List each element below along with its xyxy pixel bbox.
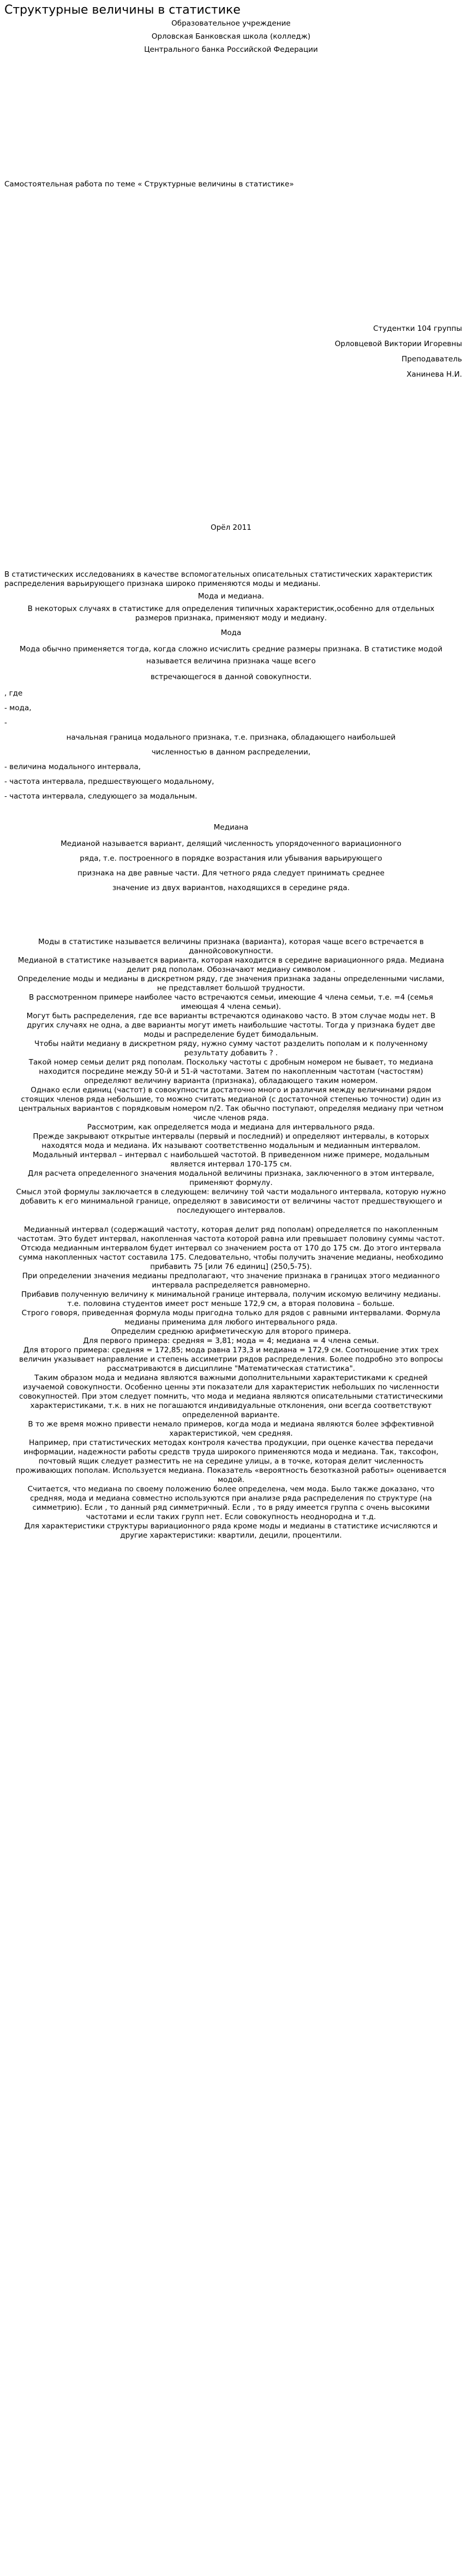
definition-line: , где: [4, 689, 23, 698]
paragraph: Такой номер семьи делит ряд пополам. Поскольку частоты с дробным номером не бывает, то медиана находится посредине между 50-й и 51-й частотами. Затем по накопленным частотам (частостям) определяют величину варианта (признака), обладающего таким номером.: [28, 1058, 434, 1085]
definition-line: начальная граница модального признака, т.е. признака, обладающего наибольшей: [66, 733, 396, 742]
paragraph: Например, при статистических методах контроля качества продукции, при оценке качества передачи информации, надежности работы средств труда широкого применяются мода и медиана. Так, таксофон, почтовый ящик следует разместить не на середине улицы, а в точке, которая делит численность проживающих пополам. Используется медиана. Показатель «вероятность безотказной работы» оценивается модой.: [15, 1438, 447, 1484]
paragraph: В то же время можно привести немало примеров, когда мода и медиана являются более эффективной характеристикой, чем средняя.: [28, 1420, 434, 1438]
document-title: Структурные величины в статистике: [4, 3, 241, 17]
paragraph: Модальный интервал – интервал с наибольшей частотой. В приведенном ниже примере, модальным является интервал 170-175 см.: [32, 1151, 430, 1169]
author-line: Преподаватель: [401, 355, 462, 364]
paragraph: Отсюда медианным интервалом будет интервал со значением роста от 170 до 175 см. До этого интервала сумма накопленных частот составила 175. Следовательно, чтобы получить значение медианы, необходимо прибавить 75 [или 76 единиц] (250,5-75).: [19, 1244, 443, 1271]
city-year: Орёл 2011: [211, 523, 251, 532]
paragraph: Таким образом мода и медиана являются важными дополнительными характеристиками к средней изучаемой совокупности. Особенно ценны эти показатели для характеристик небольших по численности совокупностей. При этом следует помнить, что мода и медиана являются описательными статистическими характеристиками, т.к. в них не погашаются индивидуальные отклонения, они всегда соответствуют определенной варианте.: [19, 1374, 443, 1419]
paragraph: ряда, т.е. построенного в порядке возрастания или убывания варьирующего: [80, 854, 382, 863]
section-heading: Медиана: [213, 823, 249, 832]
definition-line: - величина модального интервала,: [4, 763, 141, 771]
paragraph: В статистических исследованиях в качестве вспомогательных описательных статистических характеристик распределения варьирующего признака широко применяются моды и медианы.: [4, 570, 433, 588]
paragraph: Считается, что медиана по своему положению более определена, чем мода. Было также доказано, что средняя, мода и медиана совместно используются при анализе ряда распределения по структуре (на симметрию). Если , то данный ряд симметричный. Если , то в ряду имеется группа с очень высокими частотами и если таких групп нет. Если совокупность неоднородна и т.д.: [27, 1485, 435, 1521]
work-title: Самостоятельная работа по теме « Структурные величины в статистике»: [4, 180, 294, 189]
author-block: [0, 324, 462, 379]
paragraph: При определении значения медианы предполагают, что значение признака в границах этого медианного интервала распределяется равномерно.: [22, 1272, 440, 1290]
paragraph: Рассмотрим, как определяется мода и медиана для интервального ряда.: [87, 1123, 375, 1132]
paragraph: В некоторых случаях в статистике для определения типичных характеристик,особенно для отдельных размеров признака, применяют моду и медиану.: [27, 604, 435, 622]
header-line: Центрального банка Российской Федерации: [144, 45, 318, 54]
definition-line: - мода,: [4, 704, 32, 712]
paragraph: встречающегося в данной совокупности.: [150, 673, 312, 681]
paragraph: Мода обычно применяется тогда, когда сложно исчислить средние размеры признака. В статистике модой называется величина признака чаще всего: [19, 645, 443, 666]
paragraph: Для второго примера: средняя = 172,85; мода равна 173,3 и медиана = 172,9 см. Соотношение этих трех величин указывает направление и степень ассиметрии рядов распределения. Более подробно это вопросы рассматриваются в дисциплине "Математическая статистика".: [19, 1346, 443, 1373]
paragraph: т.е. половина студентов имеет рост меньше 172,9 см, а вторая половина – больше.: [67, 1299, 395, 1308]
paragraph: В рассмотренном примере наиболее часто встречаются семьи, имеющие 4 члена семьи, т.е. =4 (семья имеющая 4 члена семьи).: [29, 993, 433, 1011]
mediana-definition: [0, 839, 462, 893]
paragraph: признака на две равные части. Для четного ряда следует принимать среднее: [77, 869, 385, 878]
paragraph: Прибавив полученную величину к минимальной границе интервала, получим искомую величину медианы.: [21, 1290, 441, 1299]
paragraph: Чтобы найти медиану в дискретном ряду, нужно сумму частот разделить пополам и к полученному результату добавить ? .: [34, 1039, 428, 1057]
paragraph: Для первого примера: средняя = 3,81; мода = 4; медиана = 4 члена семьи.: [83, 1337, 379, 1345]
paragraph: Смысл этой формулы заключается в следующем: величину той части модального интервала, которую нужно добавить к его минимальной границе, определяют в зависимости от величины частот предшествующего и последующего интервалов.: [16, 1188, 446, 1215]
paragraph: Медианой называется вариант, делящий численность упорядоченного вариационного: [61, 839, 401, 848]
paragraph: Моды в статистике называется величины признака (варианта), которая чаще всего встречается в даннойсовокупности.: [38, 938, 424, 956]
institution-header: [0, 19, 462, 55]
definition-line: - частота интервала, следующего за модальным.: [4, 792, 197, 801]
definition-line: -: [4, 718, 7, 727]
author-line: Студентки 104 группы: [373, 324, 462, 333]
author-line: Орловцевой Виктории Игоревны: [334, 340, 462, 348]
main-text: [0, 938, 462, 1540]
paragraph: Определение моды и медианы в дискретном ряду, где значения признака заданы определенными числами, не представляет большой трудности.: [17, 975, 445, 993]
definition-line: - частота интервала, предшествующего модальному,: [4, 777, 214, 786]
intro-section: [0, 570, 462, 682]
paragraph: Медианный интервал (содержащий частоту, которая делит ряд пополам) определяется по накопленным частотам. Это будет интервал, накопленная частота которой равна или превышает половину суммы частот.: [17, 1225, 445, 1243]
paragraph: значение из двух вариантов, находящихся в середине ряда.: [112, 884, 350, 892]
section-heading: Мода и медиана.: [197, 592, 265, 601]
header-line: Орловская Банковская школа (колледж): [151, 32, 311, 41]
paragraph: Для характеристики структуры вариационного ряда кроме моды и медианы в статистике исчисляются и другие характеристики: квартили, децили, процентили.: [24, 1522, 438, 1540]
formula-definitions: [0, 689, 462, 801]
paragraph: Однако если единиц (частот) в совокупности достаточно много и различия между величинами рядом стоящих членов ряда небольшие, то можно считать медианой (с достаточной степенью точности) один из центральных вариантов с порядковым номером n/2. Так обычно поступают, определяя медиану при четном числе членов ряда.: [18, 1086, 444, 1122]
paragraph: Для расчета определенного значения модальной величины признака, заключенного в этом интервале, применяют формулу.: [27, 1169, 435, 1187]
author-line: Ханинева Н.И.: [406, 370, 462, 379]
paragraph: Прежде закрывают открытые интервалы (первый и последний) и определяют интервалы, в которых находятся мода и медиана. Их называют соответственно модальным и медианным интервалом.: [33, 1132, 429, 1150]
paragraph: Строго говоря, приведенная формула моды пригодна только для рядов с равными интервалами. Формула медианы применима для любого интервального ряда.: [21, 1309, 441, 1327]
paragraph: Медианой в статистике называется варианта, которая находится в середине вариационного ряда. Медиана делит ряд пополам. Обозначают медиану символом .: [17, 956, 445, 974]
definition-line: численностью в данном распределении,: [151, 748, 311, 757]
paragraph: Могут быть распределения, где все варианты встречаются одинаково часто. В этом случае моды нет. В других случаях не одна, а две варианты могут иметь наибольшие частоты. Тогда у признака будет две моды и распределение будет бимодальным.: [26, 1012, 436, 1039]
header-line: Образовательное учреждение: [171, 19, 291, 28]
paragraph: Определим среднюю арифметическую для второго примера.: [111, 1327, 351, 1336]
section-heading: Мода: [220, 628, 242, 637]
